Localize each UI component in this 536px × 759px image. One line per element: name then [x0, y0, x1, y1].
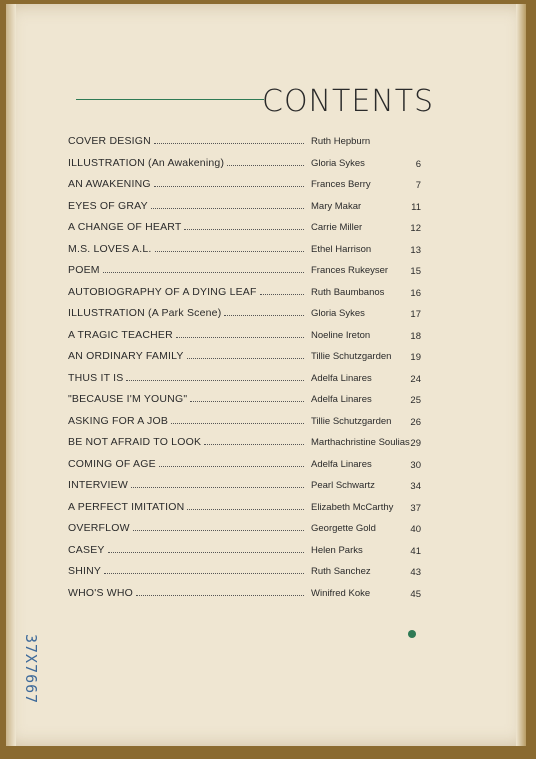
toc-entry-title-line	[68, 457, 304, 470]
toc-entry-author: Ruth Sanchez	[311, 566, 371, 577]
toc-entry-title: POEM	[68, 264, 100, 276]
toc-entry-title: COVER DESIGN	[68, 135, 151, 147]
toc-entry-title-line	[68, 392, 304, 405]
toc-entry	[6, 349, 526, 365]
toc-entry-page: 18	[410, 330, 421, 342]
toc-entry-page: 40	[410, 524, 421, 535]
dot-leader	[151, 199, 304, 209]
dot-leader	[154, 134, 304, 144]
toc-entry-author: Tillie Schutzgarden	[311, 351, 392, 362]
toc-entry-author: Gloria Sykes	[311, 157, 365, 169]
toc-entry-author: Mary Makar	[311, 200, 362, 212]
toc-entry-title: COMING OF AGE	[68, 457, 156, 470]
dot-leader	[204, 435, 304, 445]
toc-entry	[6, 177, 526, 193]
toc-entry-title: SHINY	[68, 565, 102, 577]
toc-entry-title: CASEY	[68, 543, 105, 556]
toc-entry-title: ILLUSTRATION (A Park Scene)	[68, 307, 222, 319]
toc-entry-title-line	[68, 263, 304, 276]
toc-entry-author: Frances Berry	[311, 179, 371, 190]
dot-leader	[131, 478, 304, 488]
toc-entry	[6, 392, 526, 408]
toc-entry-author: Ruth Hepburn	[311, 136, 371, 147]
toc-entry-page: 26	[410, 416, 421, 428]
toc-entry-title-line	[68, 156, 304, 169]
toc-entry-page: 17	[410, 309, 421, 320]
toc-entry	[6, 242, 526, 258]
dot-leader	[227, 156, 304, 166]
toc-entry-author: Gloria Sykes	[311, 308, 365, 319]
toc-entry	[6, 564, 526, 580]
toc-entry-author: Pearl Schwartz	[311, 480, 375, 491]
toc-entry-title-line	[68, 521, 304, 534]
dot-leader	[224, 306, 304, 316]
toc-entry	[6, 328, 526, 344]
dot-leader	[154, 177, 304, 187]
title-rule	[76, 99, 264, 100]
toc-entry	[6, 220, 526, 236]
toc-entry-title: ILLUSTRATION (An Awakening)	[68, 156, 225, 169]
toc-entry-title: WHO'S WHO	[68, 586, 134, 599]
dot-leader	[103, 263, 304, 273]
paper-sheet	[6, 4, 526, 746]
toc-entry-title: INTERVIEW	[68, 479, 128, 491]
dot-leader	[171, 414, 304, 424]
toc-entry-title: AN ORDINARY FAMILY	[68, 350, 184, 362]
dot-leader	[159, 457, 304, 467]
toc-entry	[6, 500, 526, 516]
toc-entry-title: A TRAGIC TEACHER	[68, 328, 173, 341]
toc-entry-page: 30	[410, 459, 421, 471]
toc-entry-author: Frances Rukeyser	[311, 265, 389, 276]
dot-leader	[133, 521, 304, 531]
toc-entry-author: Winifred Koke	[311, 587, 371, 599]
toc-entry-page: 6	[415, 158, 421, 170]
toc-entry-title: "BECAUSE I'M YOUNG"	[68, 393, 188, 405]
toc-entry-title: THUS IT IS	[68, 371, 124, 384]
toc-entry-title-line	[68, 306, 304, 319]
toc-entry-title: AUTOBIOGRAPHY OF A DYING LEAF	[68, 285, 257, 298]
toc-entry-title-line	[68, 435, 304, 448]
toc-entry-page: 25	[410, 395, 421, 406]
toc-entry-title-line	[68, 134, 304, 147]
toc-entry-title-line	[68, 349, 304, 362]
dot-leader	[260, 285, 304, 295]
toc-entry	[6, 263, 526, 279]
toc-entry	[6, 306, 526, 322]
toc-entry-author: Georgette Gold	[311, 523, 376, 534]
toc-entry-page: 29	[410, 438, 421, 449]
toc-entry-title-line	[68, 328, 304, 341]
toc-entry-title-line	[68, 199, 304, 212]
toc-entry-page: 11	[411, 201, 421, 213]
toc-entry	[6, 478, 526, 494]
toc-entry-page: 13	[410, 244, 421, 256]
toc-entry-author: Helen Parks	[311, 544, 363, 556]
toc-entry-title-line	[68, 543, 304, 556]
toc-entry-title-line	[68, 564, 304, 577]
green-dot-ornament	[408, 630, 416, 638]
toc-entry	[6, 156, 526, 172]
page-title: CONTENTS	[262, 84, 435, 119]
toc-entry-page: 37	[410, 502, 421, 514]
toc-entry-author: Adelfa Linares	[311, 372, 372, 384]
toc-entry	[6, 543, 526, 559]
dot-leader	[184, 220, 304, 230]
dot-leader	[108, 543, 304, 553]
toc-entry-page: 34	[410, 481, 421, 492]
toc-entry-author: Ruth Baumbanos	[311, 286, 385, 298]
toc-entry-author: Adelfa Linares	[311, 458, 372, 470]
toc-entry-title: M.S. LOVES A.L.	[68, 242, 152, 255]
toc-entry-title-line	[68, 586, 304, 599]
toc-entry-author: Carrie Miller	[311, 222, 363, 233]
toc-entry-title: A CHANGE OF HEART	[68, 221, 182, 233]
toc-entry	[6, 285, 526, 301]
toc-entry-page: 24	[410, 373, 421, 385]
toc-entry-page: 7	[415, 180, 421, 191]
dot-leader	[126, 371, 304, 381]
dot-leader	[187, 500, 304, 510]
toc-entry-page: 16	[410, 287, 421, 299]
toc-entry-title: OVERFLOW	[68, 522, 130, 534]
dot-leader	[187, 349, 304, 359]
dot-leader	[155, 242, 304, 252]
toc-entry-title-line	[68, 371, 304, 384]
dot-leader	[104, 564, 304, 574]
toc-entry-title-line	[68, 285, 304, 298]
toc-entry	[6, 586, 526, 602]
toc-entry-author: Adelfa Linares	[311, 394, 372, 405]
toc-entry-title: A PERFECT IMITATION	[68, 500, 185, 513]
dot-leader	[190, 392, 304, 402]
toc-entry-title-line	[68, 478, 304, 491]
toc-entry-page: 41	[410, 545, 421, 557]
toc-entry-author: Noeline Ireton	[311, 329, 371, 341]
toc-entry	[6, 414, 526, 430]
toc-entry-author: Tillie Schutzgarden	[311, 415, 392, 427]
toc-entry-page: 15	[410, 266, 421, 277]
toc-entry	[6, 134, 526, 150]
toc-entry-title-line	[68, 220, 304, 233]
catalog-stamp: 37X7667	[22, 634, 40, 705]
dot-leader	[136, 586, 304, 596]
toc-entry-page: 19	[410, 352, 421, 363]
toc-entry-title: BE NOT AFRAID TO LOOK	[68, 436, 202, 448]
toc-entry	[6, 199, 526, 215]
toc-entry	[6, 457, 526, 473]
toc-entry-title-line	[68, 177, 304, 190]
toc-entry-page: 45	[410, 588, 421, 600]
toc-entry-page: 43	[410, 567, 421, 578]
dot-leader	[176, 328, 304, 338]
toc-entry-title: EYES OF GRAY	[68, 199, 148, 212]
toc-entry-page: 12	[410, 223, 421, 234]
toc-entry	[6, 435, 526, 451]
toc-entry-title: AN AWAKENING	[68, 178, 151, 190]
toc-entry-author: Ethel Harrison	[311, 243, 372, 255]
toc-entry-title-line	[68, 414, 304, 427]
toc-entry	[6, 371, 526, 387]
toc-entry-title-line	[68, 500, 304, 513]
toc-entry-author: Marthachristine Soulias	[311, 437, 410, 448]
toc-entry-title: ASKING FOR A JOB	[68, 414, 169, 427]
toc-entry	[6, 521, 526, 537]
toc-entry-title-line	[68, 242, 304, 255]
toc-entry-author: Elizabeth McCarthy	[311, 501, 394, 513]
